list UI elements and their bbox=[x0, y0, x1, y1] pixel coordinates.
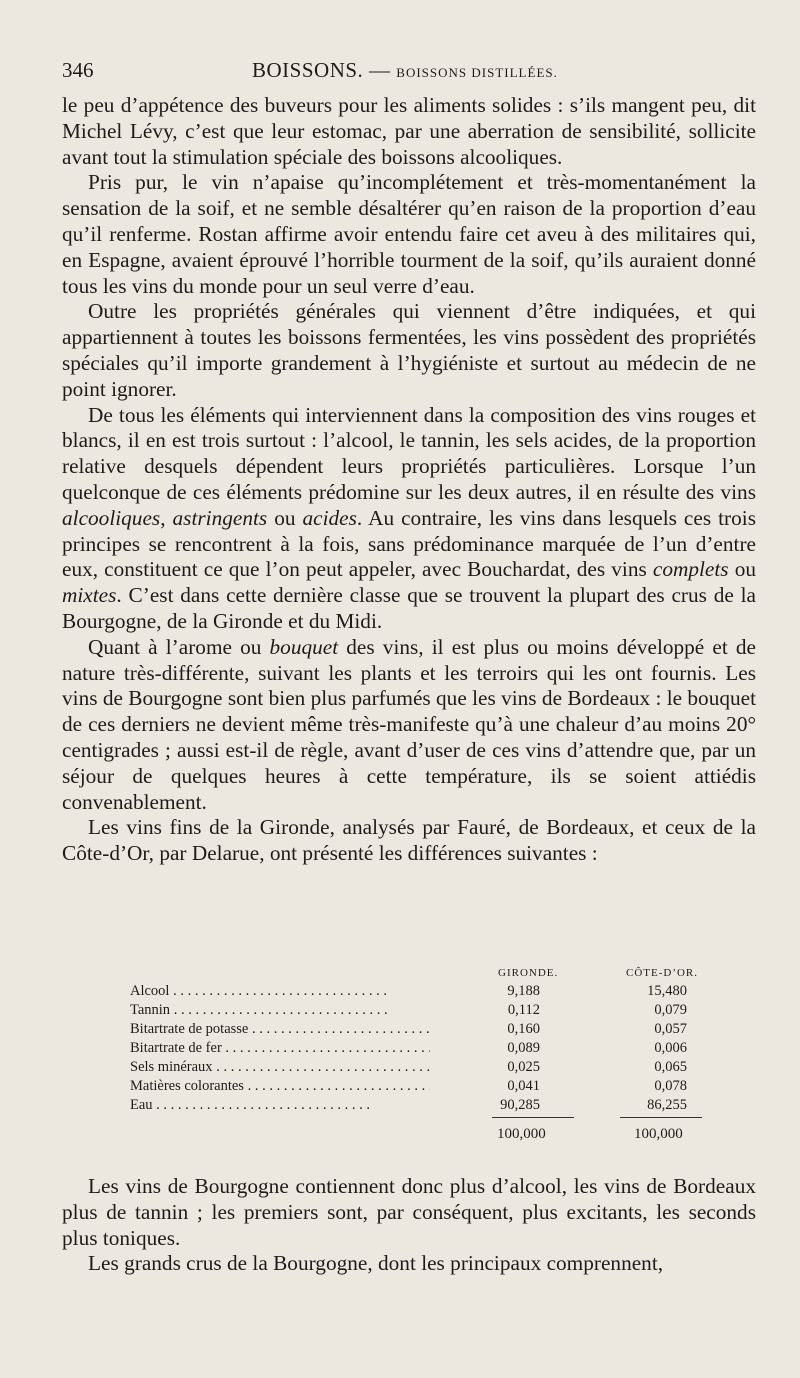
p4-text-c: ou bbox=[267, 505, 303, 530]
col-header-gironde: GIRONDE. bbox=[498, 967, 559, 979]
row-label: Bitartrate de potasse . . . bbox=[130, 1020, 430, 1039]
p4-italic-acides: acides bbox=[302, 505, 357, 530]
value-cote-dor: 0,057 bbox=[654, 1021, 687, 1037]
value-cote-dor: 0,065 bbox=[654, 1059, 687, 1075]
header-subtitle: BOISSONS DISTILLÉES. bbox=[396, 65, 558, 80]
p4-text-f: . C’est dans cette dernière classe que se trouvent la plupart des crus de la Bourgogne, de la Gironde et du Midi. bbox=[62, 583, 756, 633]
table-row bbox=[130, 1020, 700, 1039]
total-cote-dor: 100,000 bbox=[634, 1126, 683, 1142]
body-text-upper bbox=[62, 93, 756, 867]
table-row bbox=[130, 1058, 700, 1077]
table-row bbox=[130, 982, 700, 1001]
value-gironde: 9,188 bbox=[507, 983, 540, 999]
paragraph-3: Outre les propriétés générales qui viennent d’être indiquées, et qui appartiennent à toutes les boissons fermentées, les vins possèdent des propriétés spéciales qu’il importe grandement à l’hygiéniste et surtout au médecin de ne point ignorer. bbox=[62, 299, 756, 401]
p4-italic-complets: complets bbox=[652, 557, 729, 582]
value-gironde: 90,285 bbox=[500, 1097, 540, 1113]
value-cote-dor: 0,079 bbox=[654, 1002, 687, 1018]
table-row bbox=[130, 1096, 700, 1115]
p4-italic-astringents: astringents bbox=[172, 505, 268, 530]
wine-analysis-table bbox=[130, 962, 700, 1115]
page-number: 346 bbox=[62, 58, 94, 82]
total-gironde: 100,000 bbox=[497, 1126, 546, 1142]
paragraph-6: Les vins fins de la Gironde, analysés par Fauré, de Bordeaux, et ceux de la Côte-d’Or, par Delarue, ont présenté les différences suivantes : bbox=[62, 815, 756, 866]
row-label: Matières colorantes . . . bbox=[130, 1077, 430, 1096]
total-rule-gironde bbox=[492, 1117, 574, 1118]
value-gironde: 0,089 bbox=[507, 1040, 540, 1056]
value-cote-dor: 0,078 bbox=[654, 1078, 687, 1094]
value-cote-dor: 15,480 bbox=[647, 983, 687, 999]
paragraph-4 bbox=[62, 403, 756, 635]
paragraph-2: Pris pur, le vin n’apaise qu’incomplétement et très-momentanément la sensation de la soif, et ne semble désaltérer qu’en raison de la proportion d’eau qu’il renferme. Rostan affirme avoir entendu faire cet aveu à des militaires qui, en Espagne, avaient éprouvé l’horrible tourment de la soif, qu’ils auraient donné tous les vins du monde pour un seul verre d’eau. bbox=[62, 170, 756, 298]
row-label: Eau . . . bbox=[130, 1096, 430, 1115]
value-cote-dor: 86,255 bbox=[647, 1097, 687, 1113]
p4-text-a: De tous les éléments qui interviennent dans la composition des vins rouges et blancs, il en est trois surtout : l’alcool, le tannin, les sels acides, de la proportion relative desquels dépendent leurs propriétés particulières. Lorsque l’un quelconque de ces éléments prédomine sur les deux autres, il en résulte des vins bbox=[62, 402, 756, 504]
row-label: Sels minéraux . . . bbox=[130, 1058, 430, 1077]
value-gironde: 0,160 bbox=[507, 1021, 540, 1037]
p4-text-d: . Au contraire, les vins dans lesquels ces trois principes se rencontrent à la fois, sans prédominance marquée de l’un d’entre eux, constituent ce que l’on peut appeler, avec Bouchardat, des vins bbox=[62, 505, 756, 582]
value-gironde: 0,112 bbox=[507, 1002, 540, 1018]
row-label: Tannin . . . bbox=[130, 1001, 430, 1020]
value-gironde: 0,025 bbox=[507, 1059, 540, 1075]
p4-text-b: , bbox=[160, 505, 173, 530]
table-row bbox=[130, 1039, 700, 1058]
paragraph-8: Les grands crus de la Bourgogne, dont les principaux comprennent, bbox=[88, 1251, 664, 1276]
header-title-main: BOISSONS. bbox=[252, 58, 364, 82]
paragraph-7: Les vins de Bourgogne contiennent donc plus d’alcool, les vins de Bordeaux plus de tannin ; les premiers sont, par conséquent, plus excitants, les seconds plus toniques. bbox=[62, 1174, 756, 1250]
body-text-lower bbox=[62, 1174, 756, 1277]
p4-italic-mixtes: mixtes bbox=[62, 583, 117, 608]
table-header bbox=[130, 962, 700, 982]
paragraph-5 bbox=[62, 635, 756, 816]
col-header-cote-dor: CÔTE-D’OR. bbox=[626, 967, 699, 979]
total-rule-cote-dor bbox=[620, 1117, 702, 1118]
p4-text-e: ou bbox=[728, 557, 756, 582]
table-row bbox=[130, 1077, 700, 1096]
paragraph-1: le peu d’appétence des buveurs pour les aliments solides : s’ils mangent peu, dit Michel Lévy, c’est que leur estomac, par une aberration de sensibilité, sollicite avant tout la stimulation spéciale des boissons alcooliques. bbox=[62, 93, 756, 169]
header-title bbox=[252, 58, 558, 83]
value-gironde: 0,041 bbox=[507, 1078, 540, 1094]
p5-text-a: Quant à l’arome ou bbox=[88, 634, 270, 659]
p4-italic-alcooliques: alcooliques bbox=[62, 505, 161, 530]
row-label: Bitartrate de fer . . . bbox=[130, 1039, 430, 1058]
p5-text-b: des vins, il est plus ou moins développé et de nature très-différente, suivant les plants et les terroirs qui les ont fournis. Les vins de Bourgogne sont bien plus parfumés que les vins de Bordeaux : le bouquet de ces derniers ne devient même très-manifeste qu’à une chaleur d’au moins 20° centigrades ; aussi est-il de règle, avant d’user de ces vins d’attendre que, par un séjour de quelques heures à cette température, ils se soient attiédis convenablement. bbox=[62, 634, 757, 814]
row-label: Alcool . . . bbox=[130, 982, 430, 1001]
p5-italic-bouquet: bouquet bbox=[269, 634, 339, 659]
header-dash: — bbox=[369, 58, 391, 82]
table-row bbox=[130, 1001, 700, 1020]
value-cote-dor: 0,006 bbox=[654, 1040, 687, 1056]
running-header bbox=[62, 58, 758, 84]
